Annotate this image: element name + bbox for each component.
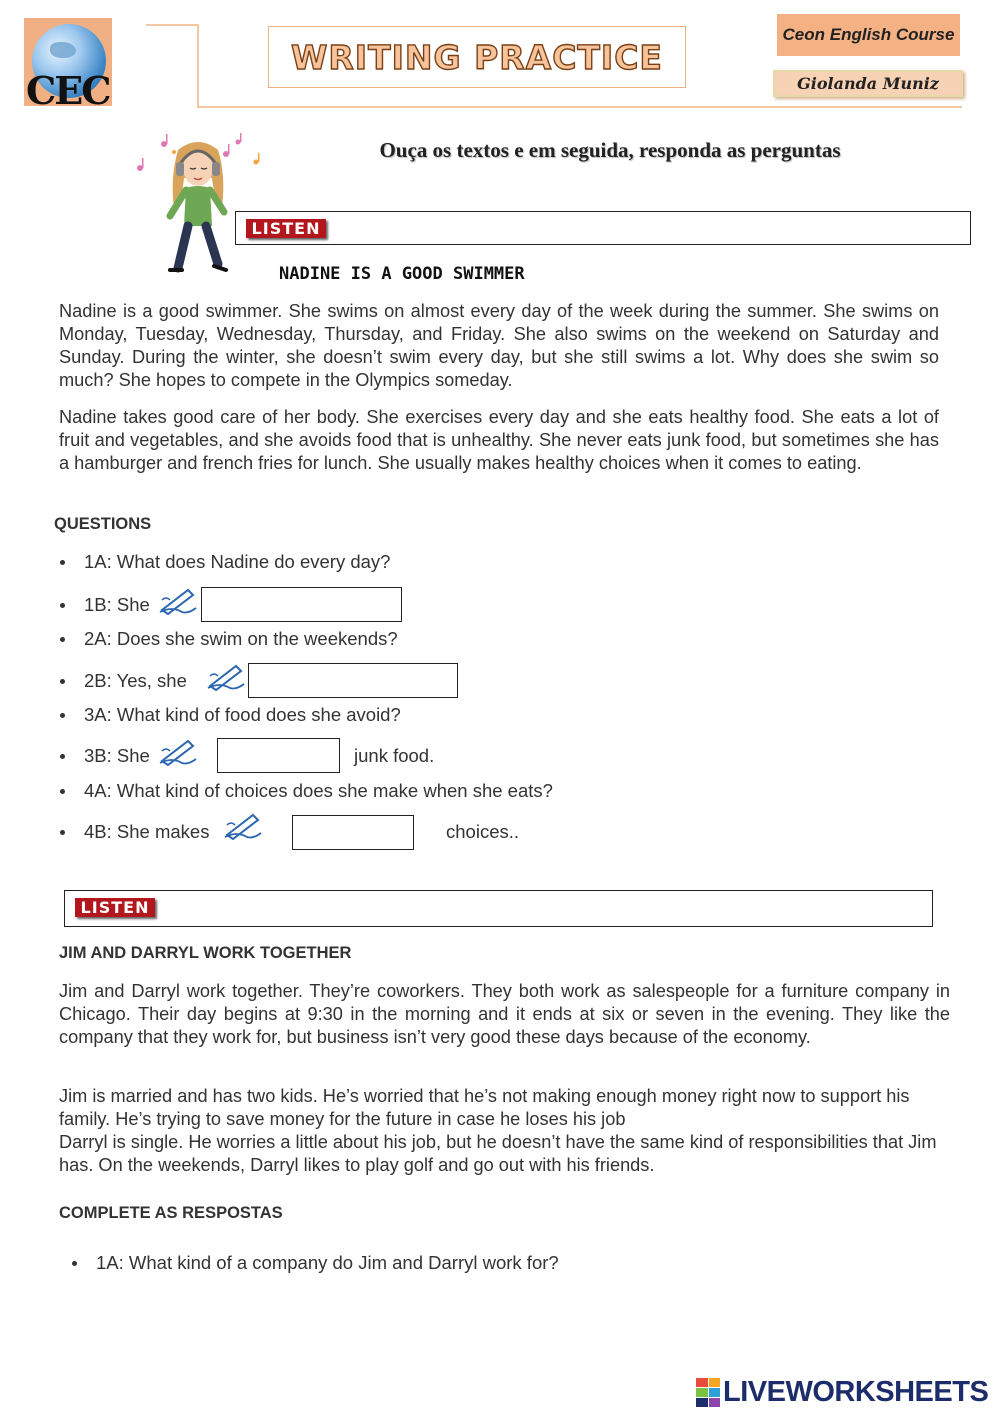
header-divider xyxy=(146,24,198,26)
bullet xyxy=(60,679,65,684)
story2-paragraph-2: Jim is married and has two kids. He’s worried that he’s not making enough money right now to support his family. He’s trying to save money for the future in case he loses his job xyxy=(59,1086,910,1129)
answer-2b-input[interactable] xyxy=(248,663,458,698)
bullet xyxy=(60,560,65,565)
story2-question-1a xyxy=(72,1252,559,1274)
listen-label: LISTEN xyxy=(80,898,150,917)
story1-paragraph-1: Nadine is a good swimmer. She swims on almost every day of the week during the summer. She swims on Monday, Tuesday, Wednesday, Thursday, and Friday. She also swims on the weekend on Saturday and Sunday. During the winter, she doesn’t swim every day, but she still swims a lot. Why does she swim so much? She hopes to compete in the Olympics someday. xyxy=(59,301,939,390)
instruction-text: Ouça os textos e em seguida, responda as perguntas xyxy=(379,138,841,162)
listen-button[interactable] xyxy=(75,898,155,917)
bullet xyxy=(60,789,65,794)
question-text: 2A: Does she swim on the weekends? xyxy=(84,628,398,649)
header-divider xyxy=(197,106,962,108)
girl-headphones-illustration xyxy=(126,128,266,278)
question-2a xyxy=(60,628,398,650)
author-name: Giolanda Muniz xyxy=(797,74,939,93)
title-box xyxy=(268,26,686,88)
liveworksheets-icon xyxy=(696,1378,720,1408)
question-2b xyxy=(60,670,187,692)
question-1a xyxy=(60,551,390,573)
question-text: 1A: What kind of a company do Jim and Darryl work for? xyxy=(96,1252,559,1273)
question-text: 1B: She xyxy=(84,594,150,615)
pencil-writing-icon xyxy=(158,737,198,767)
listen-button[interactable] xyxy=(246,219,326,238)
bullet xyxy=(60,603,65,608)
story2-paragraph-1: Jim and Darryl work together. They’re coworkers. They both work as salespeople for a furniture company in Chicago. Their day begins at 9:30 in the morning and it ends at six or seven in the evening. They like the company that they work for, but business isn’t very good these days because of the economy. xyxy=(59,981,950,1047)
globe-land-shape xyxy=(50,42,76,58)
story2-title: JIM AND DARRYL WORK TOGETHER xyxy=(59,944,352,962)
question-3a xyxy=(60,704,401,726)
course-logo xyxy=(24,18,112,106)
question-text: 2B: Yes, she xyxy=(84,670,187,691)
listen-label: LISTEN xyxy=(251,219,321,238)
answer-1b-input[interactable] xyxy=(201,587,402,622)
question-text: 4B: She makes xyxy=(84,821,210,842)
bullet xyxy=(60,830,65,835)
liveworksheets-brand: LIVEWORKSHEETS xyxy=(723,1376,989,1408)
pencil-writing-icon xyxy=(158,586,198,616)
answer-4b-suffix: choices.. xyxy=(446,821,520,842)
story1-title: NADINE IS A GOOD SWIMMER xyxy=(279,264,525,284)
logo-text: CEC xyxy=(26,68,110,106)
story2-paragraph-3: Darryl is single. He worries a little about his job, but he doesn’t have the same kind of responsibilities that Jim has. On the weekends, Darryl likes to play golf and go out with his friends. xyxy=(59,1132,937,1175)
question-text: 1A: What does Nadine do every day? xyxy=(84,551,391,572)
bullet xyxy=(60,713,65,718)
question-text: 3B: She xyxy=(84,745,150,766)
story1-paragraph-2: Nadine takes good care of her body. She exercises every day and she eats healthy food. She eats a lot of fruit and vegetables, and she avoids food that is unhealthy. She never eats junk food, but sometimes she has a hamburger and french fries for lunch. She usually makes healthy choices when it comes to eating. xyxy=(59,407,939,473)
pencil-writing-icon xyxy=(206,662,246,692)
page-title: WRITING PRACTICE xyxy=(291,37,663,77)
question-1b xyxy=(60,594,150,616)
bullet xyxy=(60,754,65,759)
question-text: 3A: What kind of food does she avoid? xyxy=(84,704,401,725)
audio-player-2[interactable] xyxy=(64,890,933,927)
course-name: Ceon English Course xyxy=(782,25,955,44)
complete-label: COMPLETE AS RESPOSTAS xyxy=(59,1204,283,1222)
answer-3b-input[interactable] xyxy=(217,738,340,773)
question-4a xyxy=(60,780,553,802)
author-badge xyxy=(773,70,963,97)
audio-player-1[interactable] xyxy=(235,211,971,245)
liveworksheets-logo xyxy=(696,1376,988,1409)
answer-4b-input[interactable] xyxy=(292,815,414,850)
answer-3b-suffix: junk food. xyxy=(354,745,435,766)
question-text: 4A: What kind of choices does she make when she eats? xyxy=(84,780,553,801)
header-divider xyxy=(197,24,199,108)
bullet xyxy=(72,1261,77,1266)
pencil-writing-icon xyxy=(223,811,263,841)
bullet xyxy=(60,637,65,642)
questions-label: QUESTIONS xyxy=(54,515,152,533)
course-badge xyxy=(777,14,960,56)
question-4b xyxy=(60,821,209,843)
question-3b xyxy=(60,745,150,767)
